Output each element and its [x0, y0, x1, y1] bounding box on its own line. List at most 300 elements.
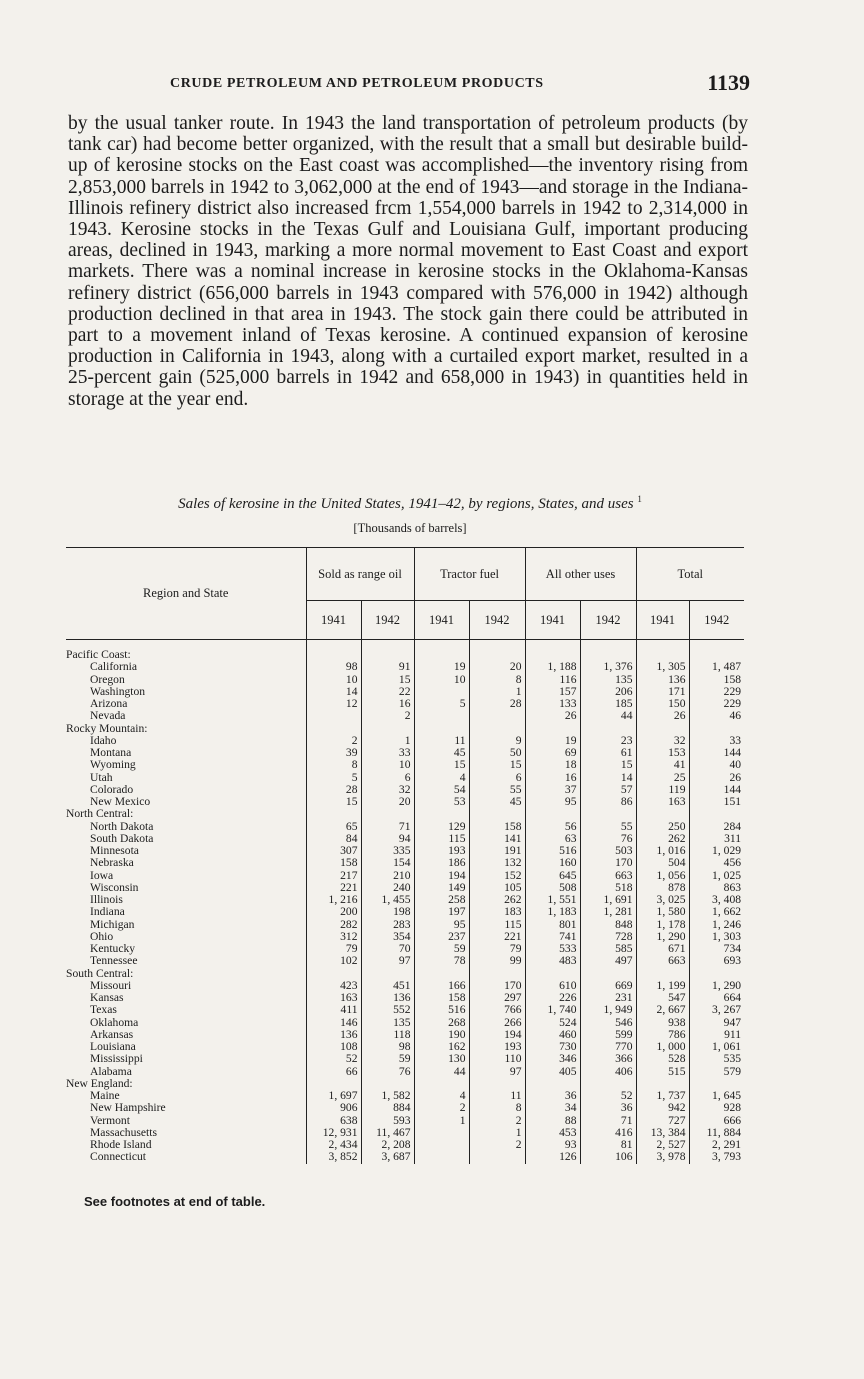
table-cell: 146 [306, 1017, 361, 1029]
table-cell: 141 [469, 833, 525, 845]
table-cell: 37 [525, 784, 580, 796]
state-name [66, 955, 306, 967]
table-cell: 258 [414, 894, 469, 906]
table-cell: 460 [525, 1029, 580, 1041]
table-cell [580, 1078, 636, 1090]
region-name [66, 808, 306, 820]
row-label: Utah [90, 771, 113, 784]
table-cell: 1, 697 [306, 1090, 361, 1102]
table-cell: 9 [469, 735, 525, 747]
table-cell: 262 [469, 894, 525, 906]
table-cell: 69 [525, 747, 580, 759]
state-name [66, 1139, 306, 1151]
row-label: North Central: [66, 808, 134, 821]
table-row [66, 698, 744, 710]
table-cell: 54 [414, 784, 469, 796]
table-cell: 1, 061 [689, 1041, 744, 1053]
table-cell [414, 640, 469, 662]
table-cell: 33 [689, 735, 744, 747]
state-name [66, 698, 306, 710]
state-name [66, 686, 306, 698]
state-name [66, 674, 306, 686]
table-cell: 186 [414, 857, 469, 869]
running-title: CRUDE PETROLEUM AND PETROLEUM PRODUCTS [170, 76, 544, 91]
row-label: Illinois [90, 894, 123, 906]
table-cell: 1, 281 [580, 906, 636, 918]
table-cell: 231 [580, 992, 636, 1004]
table-row [66, 772, 744, 784]
table-cell: 115 [414, 833, 469, 845]
table-row [66, 1127, 744, 1139]
table-cell: 1, 188 [525, 661, 580, 673]
table-cell: 786 [636, 1029, 689, 1041]
table-row [66, 1029, 744, 1041]
table-cell: 518 [580, 882, 636, 894]
table-cell: 157 [525, 686, 580, 698]
row-label: Maine [90, 1090, 120, 1102]
column-header-group: Total [636, 548, 744, 601]
state-name [66, 882, 306, 894]
table-cell: 3, 852 [306, 1151, 361, 1163]
table-row [66, 1090, 744, 1102]
table-cell: 730 [525, 1041, 580, 1053]
region-name [66, 640, 306, 662]
table-cell: 282 [306, 919, 361, 931]
table-cell: 503 [580, 845, 636, 857]
table-cell [580, 808, 636, 820]
table-cell [689, 808, 744, 820]
table-cell [636, 723, 689, 735]
table-cell [306, 808, 361, 820]
table-cell: 70 [361, 943, 414, 955]
table-region-row [66, 640, 744, 662]
table-cell: 28 [306, 784, 361, 796]
table-cell: 32 [636, 735, 689, 747]
table-cell: 226 [525, 992, 580, 1004]
table-cell: 66 [306, 1066, 361, 1078]
table-cell: 1, 305 [636, 661, 689, 673]
table-cell: 19 [414, 661, 469, 673]
table-row [66, 661, 744, 673]
state-name [66, 845, 306, 857]
table-cell: 2 [469, 1115, 525, 1127]
table-cell: 136 [361, 992, 414, 1004]
table-cell: 497 [580, 955, 636, 967]
table-cell: 79 [469, 943, 525, 955]
table-cell: 162 [414, 1041, 469, 1053]
table-row [66, 943, 744, 955]
table-cell: 638 [306, 1115, 361, 1127]
table-cell [361, 808, 414, 820]
column-header-region: Region and State [66, 548, 306, 640]
table-cell: 191 [469, 845, 525, 857]
table-cell: 2, 527 [636, 1139, 689, 1151]
table-cell: 524 [525, 1017, 580, 1029]
table-cell: 416 [580, 1127, 636, 1139]
table-cell: 3, 267 [689, 1004, 744, 1016]
table-cell: 528 [636, 1053, 689, 1065]
table-cell: 671 [636, 943, 689, 955]
table-cell: 158 [414, 992, 469, 1004]
table-cell: 63 [525, 833, 580, 845]
table-cell: 848 [580, 919, 636, 931]
table-cell: 335 [361, 845, 414, 857]
table-cell: 405 [525, 1066, 580, 1078]
table-cell: 546 [580, 1017, 636, 1029]
body-paragraph: by the usual tanker route. In 1943 the land transportation of petroleum products (by tank car) had become better organized, with the result that a small but desirable build-up of kerosine stocks on the East coast was accomplished—the inventory rising from 2,853,000 barrels in 1942 to 3,062,000 at the end of 1943—and storage in the Indiana-Illinois refinery district also increased frcm 1,554,000 barrels in 1942 to 2,314,000 in 1943. Kerosine stocks in the Texas Gulf and Louisiana Gulf, important producing areas, declined in 1943, marking a more normal movement to East Coast and export markets. There was a nominal increase in kerosine stocks in the Oklahoma-Kansas refinery district (656,000 barrels in 1943 compared with 576,000 in 1942) although production declined in that area in 1943. The stock gain there could be attributed in part to a movement inland of Texas kerosine. A continued expansion of kerosine production in California in 1943, along with a curtailed export market, resulted in a 25-percent gain (525,000 barrels in 1942 and 658,000 in 1943) in quantities held in storage at the year end. [68, 113, 748, 410]
table-cell: 1 [469, 686, 525, 698]
table-cell: 266 [469, 1017, 525, 1029]
table-cell: 16 [361, 698, 414, 710]
table-cell: 1 [361, 735, 414, 747]
row-label: New Mexico [90, 796, 151, 808]
table-cell: 193 [469, 1041, 525, 1053]
table-cell: 645 [525, 870, 580, 882]
table-body [66, 640, 744, 1164]
table-cell: 88 [525, 1115, 580, 1127]
table-cell: 11, 884 [689, 1127, 744, 1139]
state-name [66, 1090, 306, 1102]
table-cell: 4 [414, 772, 469, 784]
column-header-group: All other uses [525, 548, 636, 601]
table-cell: 508 [525, 882, 580, 894]
table-cell [414, 686, 469, 698]
table-cell: 2, 434 [306, 1139, 361, 1151]
row-label: Michigan [90, 918, 135, 931]
row-label: Oklahoma [90, 1016, 139, 1029]
table-cell [414, 1127, 469, 1139]
table-cell: 170 [580, 857, 636, 869]
row-label: Rhode Island [90, 1139, 152, 1151]
table-cell: 194 [469, 1029, 525, 1041]
table-cell [469, 968, 525, 980]
table-cell: 22 [361, 686, 414, 698]
table-cell [636, 968, 689, 980]
table-cell: 346 [525, 1053, 580, 1065]
region-name [66, 968, 306, 980]
state-name [66, 870, 306, 882]
state-name [66, 1115, 306, 1127]
kerosine-sales-table [66, 547, 744, 1164]
table-cell: 115 [469, 919, 525, 931]
table-cell: 45 [469, 796, 525, 808]
table-cell: 663 [636, 955, 689, 967]
table-cell: 1, 376 [580, 661, 636, 673]
table-row [66, 906, 744, 918]
table-cell: 240 [361, 882, 414, 894]
table-cell [361, 968, 414, 980]
row-label: Ohio [90, 930, 114, 943]
table-cell: 1, 551 [525, 894, 580, 906]
row-label: Washington [90, 685, 146, 698]
table-cell: 158 [469, 821, 525, 833]
row-label: South Central: [66, 967, 134, 980]
table-cell: 84 [306, 833, 361, 845]
table-row [66, 1151, 744, 1163]
table-cell: 552 [361, 1004, 414, 1016]
table-cell: 1, 290 [689, 980, 744, 992]
table-cell: 50 [469, 747, 525, 759]
table-cell [414, 968, 469, 980]
table-title-text: Sales of kerosine in the United States, 1941–42, by regions, States, and uses [178, 496, 634, 512]
column-header-group: Sold as range oil [306, 548, 414, 601]
table-cell: 39 [306, 747, 361, 759]
table-cell [414, 723, 469, 735]
table-cell [361, 640, 414, 662]
table-cell: 15 [469, 759, 525, 771]
row-label: Indiana [90, 906, 125, 919]
table-cell: 34 [525, 1102, 580, 1114]
table-cell [636, 1078, 689, 1090]
table-cell: 1, 199 [636, 980, 689, 992]
table-cell: 547 [636, 992, 689, 1004]
table-cell: 579 [689, 1066, 744, 1078]
table-cell: 354 [361, 931, 414, 943]
table-cell: 533 [525, 943, 580, 955]
table-cell: 71 [580, 1115, 636, 1127]
table-cell: 2 [361, 710, 414, 722]
row-label: Louisiana [90, 1041, 136, 1053]
table-cell: 160 [525, 857, 580, 869]
table-cell: 126 [525, 1151, 580, 1163]
table-cell: 8 [469, 674, 525, 686]
table-cell: 86 [580, 796, 636, 808]
table-cell: 98 [361, 1041, 414, 1053]
table-cell: 307 [306, 845, 361, 857]
table-cell: 1, 246 [689, 919, 744, 931]
table-cell: 193 [414, 845, 469, 857]
table-row [66, 759, 744, 771]
state-name [66, 759, 306, 771]
table-cell: 97 [361, 955, 414, 967]
table-cell: 3, 687 [361, 1151, 414, 1163]
table-cell: 947 [689, 1017, 744, 1029]
table-cell: 106 [580, 1151, 636, 1163]
table-cell: 3, 793 [689, 1151, 744, 1163]
table-cell: 1, 216 [306, 894, 361, 906]
table-cell: 741 [525, 931, 580, 943]
table-row [66, 845, 744, 857]
table-cell: 1, 580 [636, 906, 689, 918]
table-cell: 135 [580, 674, 636, 686]
state-name [66, 735, 306, 747]
table-cell: 453 [525, 1127, 580, 1139]
table-cell: 2, 208 [361, 1139, 414, 1151]
state-name [66, 710, 306, 722]
table-cell: 3, 978 [636, 1151, 689, 1163]
table-cell: 2 [306, 735, 361, 747]
row-label: Rocky Mountain: [66, 722, 148, 735]
table-cell: 1, 016 [636, 845, 689, 857]
table-cell [689, 723, 744, 735]
table-row [66, 821, 744, 833]
row-label: North Dakota [90, 820, 154, 833]
table-row [66, 870, 744, 882]
state-name [66, 747, 306, 759]
table-title [60, 494, 760, 513]
table-cell: 26 [636, 710, 689, 722]
table-cell: 36 [525, 1090, 580, 1102]
table-row [66, 1102, 744, 1114]
row-label: South Dakota [90, 832, 154, 845]
table-cell: 1, 029 [689, 845, 744, 857]
table-region-row [66, 968, 744, 980]
table-cell: 297 [469, 992, 525, 1004]
table-cell: 284 [689, 821, 744, 833]
column-header-group: Tractor fuel [414, 548, 525, 601]
state-name [66, 992, 306, 1004]
row-label: Arizona [90, 698, 128, 710]
table-cell: 15 [306, 796, 361, 808]
row-label: Pacific Coast: [66, 648, 131, 661]
state-name [66, 772, 306, 784]
table-cell: 108 [306, 1041, 361, 1053]
table-cell: 11 [414, 735, 469, 747]
table-cell: 13, 384 [636, 1127, 689, 1139]
table-cell: 28 [469, 698, 525, 710]
table-row [66, 833, 744, 845]
table-cell: 1, 183 [525, 906, 580, 918]
state-name [66, 1127, 306, 1139]
table-cell [580, 723, 636, 735]
table-cell [580, 968, 636, 980]
table-cell: 1, 949 [580, 1004, 636, 1016]
state-name [66, 906, 306, 918]
table-cell: 734 [689, 943, 744, 955]
body-text [68, 113, 748, 410]
table-cell: 56 [525, 821, 580, 833]
table-cell: 158 [306, 857, 361, 869]
table-cell: 504 [636, 857, 689, 869]
state-name [66, 1066, 306, 1078]
table-cell: 65 [306, 821, 361, 833]
table-cell: 11 [469, 1090, 525, 1102]
row-label: Wyoming [90, 759, 136, 772]
table-cell: 411 [306, 1004, 361, 1016]
table-cell: 2 [469, 1139, 525, 1151]
table-cell: 727 [636, 1115, 689, 1127]
table-cell: 878 [636, 882, 689, 894]
column-header-year: 1941 [306, 601, 361, 640]
row-label: Nebraska [90, 857, 134, 870]
table-cell: 1, 000 [636, 1041, 689, 1053]
table-cell: 59 [414, 943, 469, 955]
table-cell [414, 1151, 469, 1163]
row-label: Iowa [90, 869, 114, 882]
table-cell: 669 [580, 980, 636, 992]
table-cell [306, 968, 361, 980]
table-cell: 93 [525, 1139, 580, 1151]
table-cell: 44 [414, 1066, 469, 1078]
table-cell: 801 [525, 919, 580, 931]
table-cell: 18 [525, 759, 580, 771]
table-cell: 26 [689, 772, 744, 784]
table-cell: 766 [469, 1004, 525, 1016]
table-cell: 198 [361, 906, 414, 918]
table-cell: 119 [636, 784, 689, 796]
table-cell: 33 [361, 747, 414, 759]
table-row [66, 674, 744, 686]
table-cell: 40 [689, 759, 744, 771]
row-label: Kentucky [90, 943, 136, 955]
table-cell [469, 640, 525, 662]
row-label: Missouri [90, 979, 132, 992]
table-cell: 130 [414, 1053, 469, 1065]
column-header-year: 1941 [414, 601, 469, 640]
table-subtitle: [Thousands of barrels] [353, 521, 467, 535]
table-cell: 105 [469, 882, 525, 894]
state-name [66, 943, 306, 955]
table-cell: 3, 408 [689, 894, 744, 906]
table-cell: 884 [361, 1102, 414, 1114]
table-cell: 728 [580, 931, 636, 943]
table-cell: 129 [414, 821, 469, 833]
table-cell: 2 [414, 1102, 469, 1114]
table-cell: 456 [689, 857, 744, 869]
table-row [66, 1139, 744, 1151]
table-cell: 217 [306, 870, 361, 882]
table-cell: 16 [525, 772, 580, 784]
table-row [66, 882, 744, 894]
table-cell: 20 [469, 661, 525, 673]
table-cell: 55 [469, 784, 525, 796]
state-name [66, 1004, 306, 1016]
state-name [66, 1151, 306, 1163]
table-cell: 97 [469, 1066, 525, 1078]
table-cell: 250 [636, 821, 689, 833]
table-cell: 6 [361, 772, 414, 784]
table-cell: 46 [689, 710, 744, 722]
table-row [66, 1017, 744, 1029]
table-cell: 94 [361, 833, 414, 845]
table-cell: 1, 290 [636, 931, 689, 943]
table-cell [689, 640, 744, 662]
table-cell: 57 [580, 784, 636, 796]
row-label: Arkansas [90, 1028, 134, 1041]
table-cell: 5 [306, 772, 361, 784]
table-cell: 6 [469, 772, 525, 784]
table-cell: 76 [361, 1066, 414, 1078]
table-cell: 153 [636, 747, 689, 759]
table-cell: 61 [580, 747, 636, 759]
table-cell: 150 [636, 698, 689, 710]
state-name [66, 1041, 306, 1053]
table-cell: 1, 645 [689, 1090, 744, 1102]
table-cell [525, 968, 580, 980]
table-cell: 221 [469, 931, 525, 943]
table-row [66, 747, 744, 759]
table-cell: 197 [414, 906, 469, 918]
table-cell: 3, 025 [636, 894, 689, 906]
table-cell: 15 [361, 674, 414, 686]
table-cell: 183 [469, 906, 525, 918]
table-cell: 1 [414, 1115, 469, 1127]
table-cell: 1, 487 [689, 661, 744, 673]
column-header-year: 1942 [361, 601, 414, 640]
table-cell: 185 [580, 698, 636, 710]
table-cell: 98 [306, 661, 361, 673]
table-cell: 171 [636, 686, 689, 698]
table-cell: 1, 582 [361, 1090, 414, 1102]
table-cell: 535 [689, 1053, 744, 1065]
table-cell: 25 [636, 772, 689, 784]
table-cell: 76 [580, 833, 636, 845]
table-cell: 170 [469, 980, 525, 992]
table-cell: 1, 303 [689, 931, 744, 943]
table-cell [469, 723, 525, 735]
table-cell: 95 [414, 919, 469, 931]
table-cell: 152 [469, 870, 525, 882]
